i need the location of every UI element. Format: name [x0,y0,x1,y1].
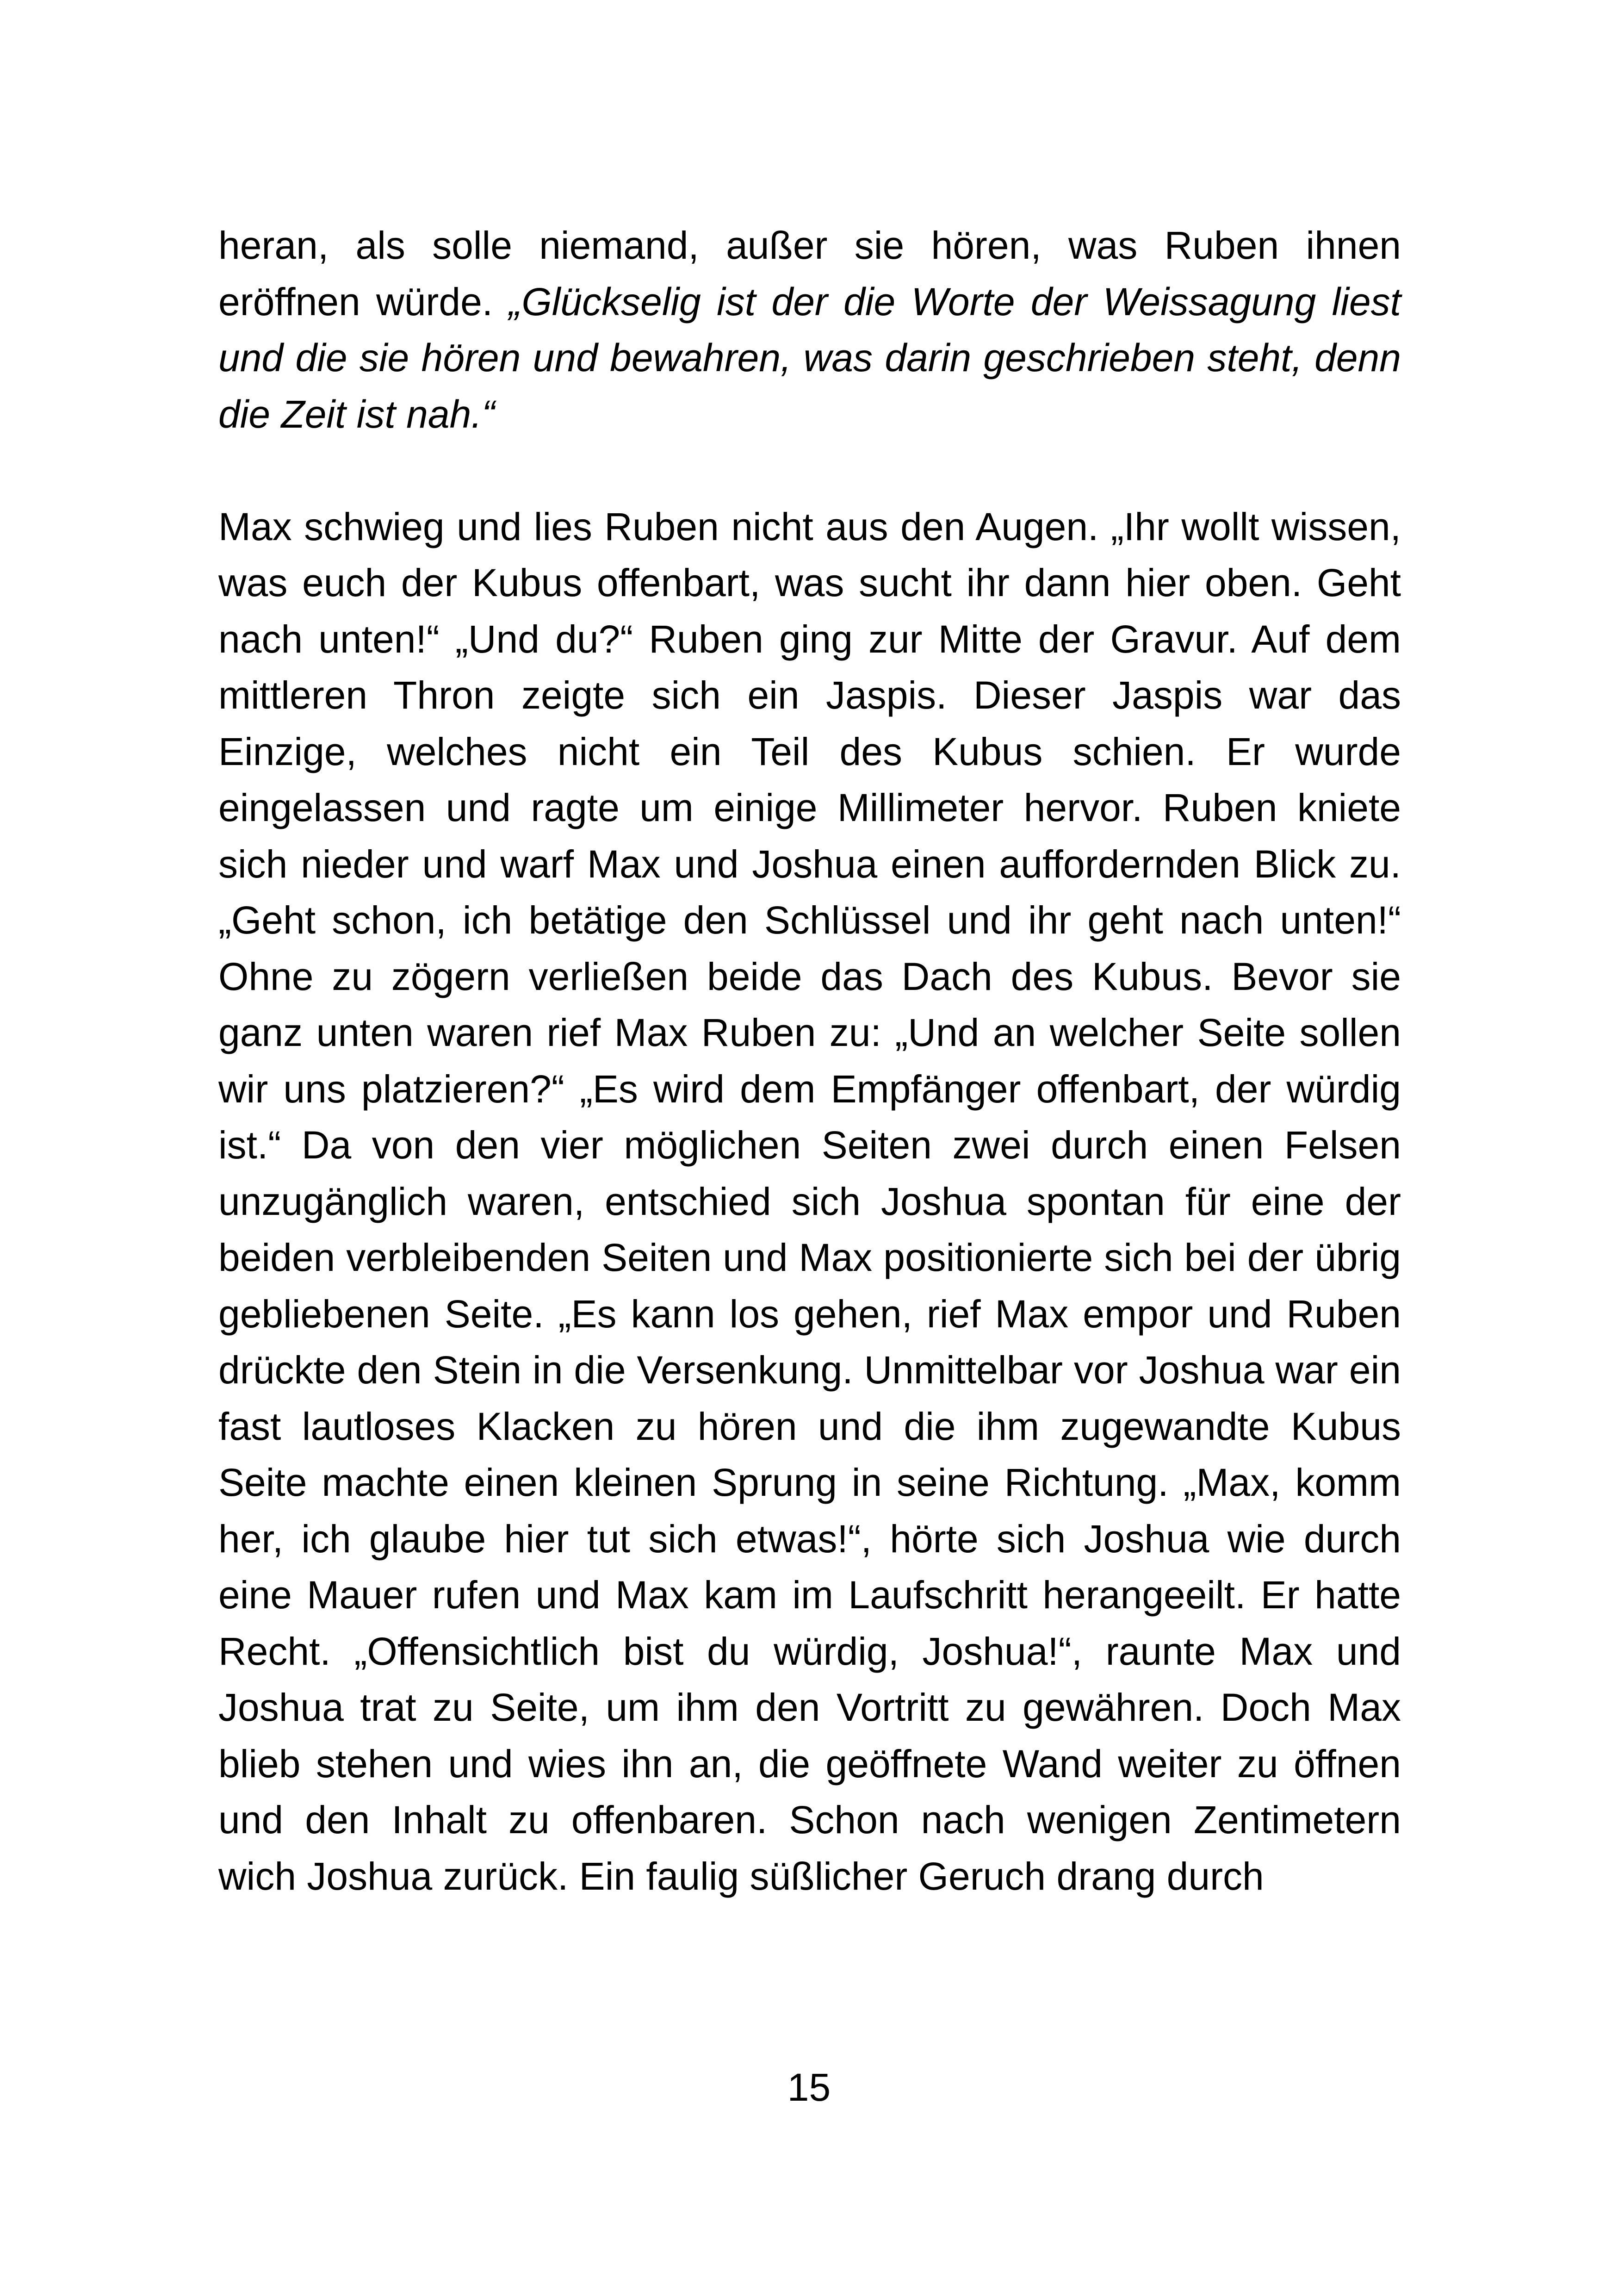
prophecy-quote: „Glückselig ist der die Worte der Weissagung liest und die sie hören und bewahren, was darin geschrieben steht, denn die Zeit ist nah.“ [218,280,1401,436]
page-number: 15 [787,2066,831,2109]
paragraph-1-text: heran, als solle niemand, außer sie hören, was Ruben ihnen eröffnen würde. [218,224,1401,324]
page-body [218,218,1401,1904]
paragraph-1 [218,218,1401,442]
paragraph-2: Max schwieg und lies Ruben nicht aus den Augen. „Ihr wollt wissen, was euch der Kubus offenbart, was sucht ihr dann hier oben. Geht nach unten!“ „Und du?“ Ruben ging zur Mitte der Gravur. Auf dem mittleren Thron zeigte sich ein Jaspis. Dieser Jaspis war das Einzige, welches nicht ein Teil des Kubus schien. Er wurde eingelassen und ragte um einige Millimeter hervor. Ruben kniete sich nieder und warf Max und Joshua einen auffordernden Blick zu. „Geht schon, ich betätige den Schlüssel und ihr geht nach unten!“ Ohne zu zögern verließen beide das Dach des Kubus. Bevor sie ganz unten waren rief Max Ruben zu: „Und an welcher Seite sollen wir uns platzieren?“ „Es wird dem Empfänger offenbart, der würdig ist.“ Da von den vier möglichen Seiten zwei durch einen Felsen unzugänglich waren, entschied sich Joshua spontan für eine der beiden verbleibenden Seiten und Max positionierte sich bei der übrig gebliebenen Seite. „Es kann los gehen, rief Max empor und Ruben drückte den Stein in die Versenkung. Unmittelbar vor Joshua war ein fast lautloses Klacken zu hören und die ihm zugewandte Kubus Seite machte einen kleinen Sprung in seine Richtung. „Max, komm her, ich glaube hier tut sich etwas!“, hörte sich Joshua wie durch eine Mauer rufen und Max kam im Laufschritt herangeeilt. Er hatte Recht. „Offensichtlich bist du würdig, Joshua!“, raunte Max und Joshua trat zu Seite, um ihm den Vortritt zu gewähren. Doch Max blieb stehen und wies ihn an, die geöffnete Wand weiter zu öffnen und den Inhalt zu offenbaren. Schon nach wenigen Zentimetern wich Joshua zurück. Ein faulig süßlicher Geruch drang durch [218,504,1401,1898]
